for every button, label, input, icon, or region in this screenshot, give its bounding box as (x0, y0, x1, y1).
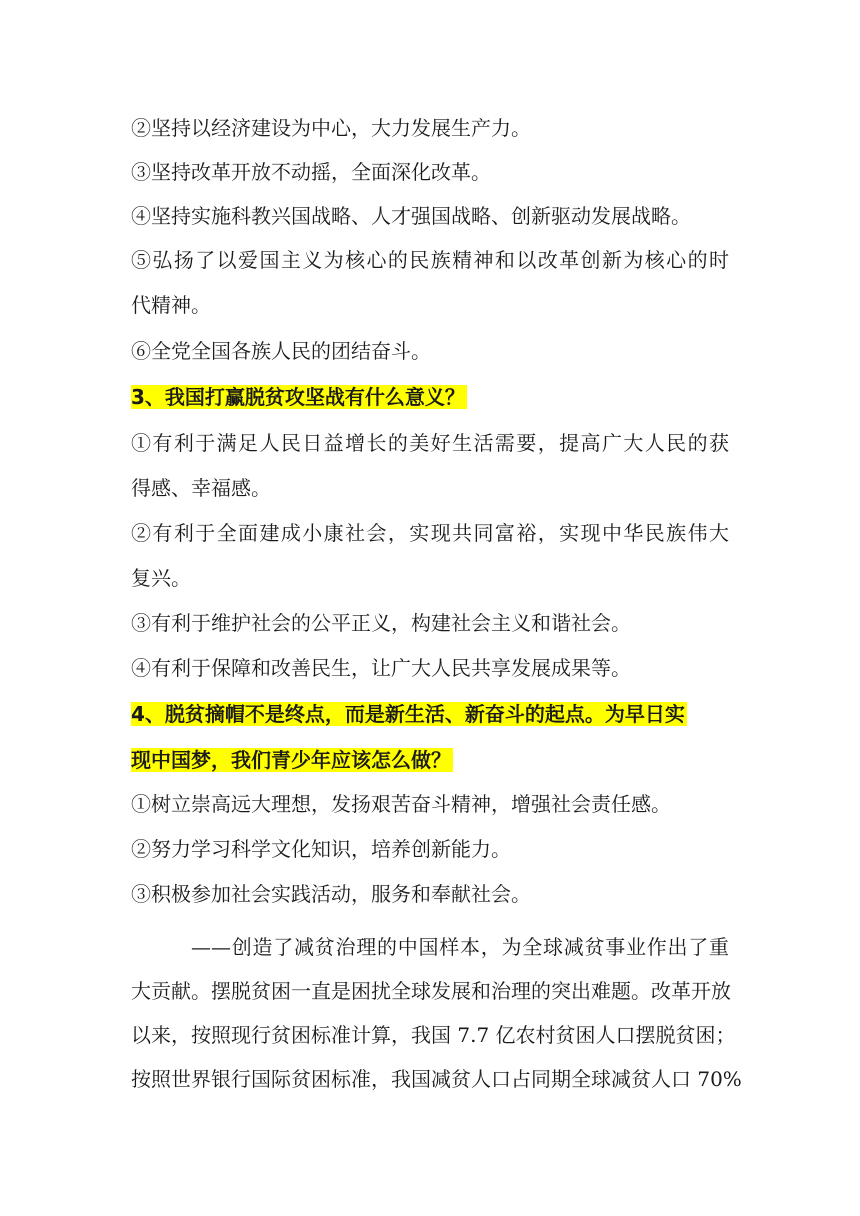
q3-item-2-line-2: 复兴。 (131, 566, 191, 590)
question-4-heading-line-2 (131, 745, 453, 775)
closing-paragraph-line-1: ——创造了减贫治理的中国样本，为全球减贫事业作出了重 (191, 935, 729, 959)
question-4-heading-text-1: 4、脱贫摘帽不是终点，而是新生活、新奋斗的起点。为早日实 (131, 702, 685, 726)
closing-paragraph-line-4: 按照世界银行国际贫困标准，我国减贫人口占同期全球减贫人口 70% (131, 1067, 742, 1091)
answer-item-3: ③坚持改革开放不动摇，全面深化改革。 (131, 160, 491, 184)
q3-item-1-line-2: 得感、幸福感。 (131, 476, 271, 500)
question-4-heading-line-1 (131, 699, 687, 729)
question-3-heading-text: 3、我国打赢脱贫攻坚战有什么意义？ (131, 385, 465, 409)
q3-item-3: ③有利于维护社会的公平正义，构建社会主义和谐社会。 (131, 611, 631, 635)
q4-item-1: ①树立崇高远大理想，发扬艰苦奋斗精神，增强社会责任感。 (131, 792, 671, 816)
q3-item-2-line-1: ②有利于全面建成小康社会，实现共同富裕，实现中华民族伟大 (131, 521, 729, 545)
answer-item-2: ②坚持以经济建设为中心，大力发展生产力。 (131, 116, 531, 140)
answer-item-5-line-1: ⑤弘扬了以爱国主义为核心的民族精神和以改革创新为核心的时 (131, 248, 729, 272)
closing-paragraph-line-3: 以来，按照现行贫困标准计算，我国 7.7 亿农村贫困人口摆脱贫困； (131, 1023, 736, 1047)
answer-item-5-line-2: 代精神。 (131, 293, 211, 317)
question-4-heading-text-2: 现中国梦，我们青少年应该怎么做？ (131, 748, 451, 772)
question-3-heading (131, 382, 467, 412)
closing-paragraph-line-2: 大贡献。摆脱贫困一直是困扰全球发展和治理的突出难题。改革开放 (131, 979, 731, 1003)
q4-item-3: ③积极参加社会实践活动，服务和奉献社会。 (131, 882, 531, 906)
answer-item-4: ④坚持实施科教兴国战略、人才强国战略、创新驱动发展战略。 (131, 204, 691, 228)
q3-item-4: ④有利于保障和改善民生，让广大人民共享发展成果等。 (131, 656, 631, 680)
answer-item-6: ⑥全党全国各族人民的团结奋斗。 (131, 339, 431, 363)
q3-item-1-line-1: ①有利于满足人民日益增长的美好生活需要，提高广大人民的获 (131, 431, 729, 455)
q4-item-2: ②努力学习科学文化知识，培养创新能力。 (131, 837, 511, 861)
